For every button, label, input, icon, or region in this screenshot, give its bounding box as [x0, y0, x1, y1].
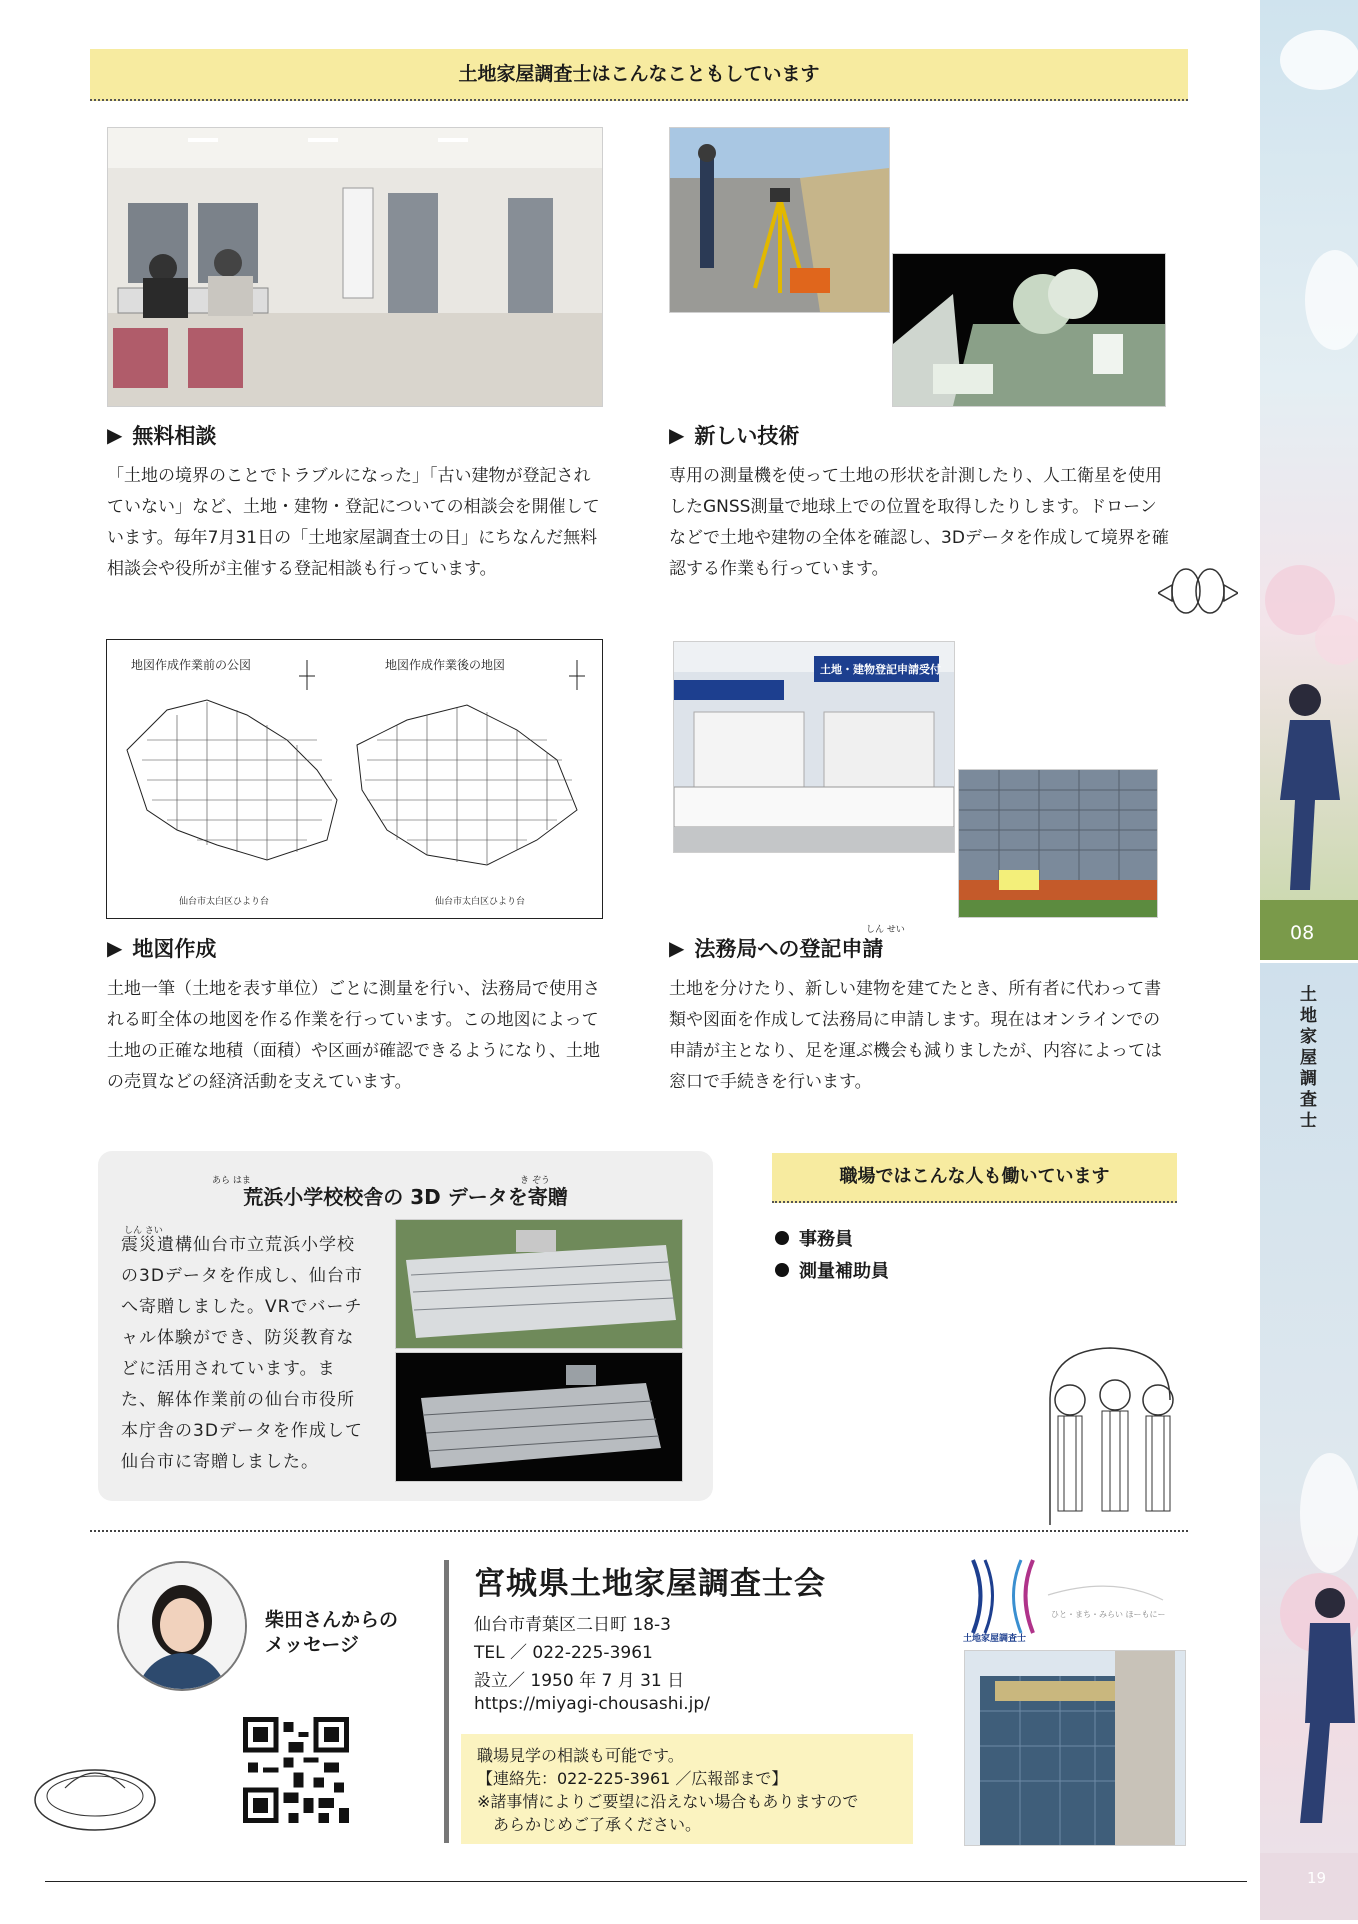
org-address: 仙台市青葉区二日町 18-3	[474, 1615, 671, 1635]
dotted-divider	[90, 1530, 1188, 1532]
sidebar-illustration-top	[1260, 0, 1358, 960]
arahama-ruby-3: しん さい	[124, 1226, 163, 1236]
tanabata-decoration-icon	[1040, 1340, 1180, 1529]
visit-caution: ※諸事情によりご要望に沿えない場合もありますので	[477, 1792, 859, 1811]
arahama-text: 震災遺構仙台市立荒浜小学校の3Dデータを作成し、仙台市へ寄贈しました。VRでバーチャル体験ができ、防災教育などに活用されています。また、解体作業前の仙台市役所本庁舎の3Dデータを作成して仙台市に寄贈しました。	[121, 1235, 363, 1472]
bottom-rule	[45, 1881, 1247, 1882]
map-label-before: 地図作成作業前の公図	[131, 658, 252, 672]
org-logo	[963, 1555, 1173, 1645]
org-founded: 設立／ 1950 年 7 月 31 日	[474, 1671, 685, 1691]
arahama-title: 荒浜小学校校舎の 3D データを寄贈	[243, 1185, 568, 1209]
map-label-after: 地図作成作業後の地図	[385, 658, 506, 672]
triangle-bullet-icon: ▶	[107, 936, 123, 960]
consult-text: 「土地の境界のことでトラブルになった」「古い建物が登記されていない」など、土地・建物・登記についての相談会を開催しています。毎年7月31日の「土地家屋調査士の日」にちなんだ無料相談会や役所が主催する登記相談も行っています。	[107, 466, 600, 579]
visit-caution-cont: あらかじめご了承ください。	[477, 1815, 702, 1834]
tech-text: 専用の測量機を使って土地の形状を計測したり、人工衛星を使用したGNSS測量で地球上での位置を取得したりします。ドローンなどで土地や建物の全体を確認し、3Dデータを作成して境界を確認する作業も行っています。	[669, 466, 1169, 579]
workplace-banner: 職場ではこんな人も働いています	[772, 1153, 1177, 1203]
org-divider	[444, 1560, 449, 1843]
registry-title: ▶ 法務局への登記申請	[669, 936, 884, 961]
vertical-chapter-title: 土地家屋調査士	[1296, 985, 1316, 1132]
school-aerial-photo	[395, 1219, 683, 1349]
registry-ruby: しん せい	[866, 925, 905, 935]
bullet-dot-icon	[775, 1263, 789, 1277]
org-name: 宮城県土地家屋調査士会	[474, 1566, 826, 1602]
map-caption-right: 仙台市太白区ひより台	[435, 897, 526, 907]
tech-title: ▶ 新しい技術	[669, 423, 800, 448]
survey-photo	[669, 127, 890, 313]
page-number: 19	[1307, 1869, 1327, 1887]
triangle-bullet-icon: ▶	[669, 936, 685, 960]
workplace-item: 事務員	[775, 1225, 853, 1251]
bullet-dot-icon	[775, 1231, 789, 1245]
org-tel: TEL ／ 022-225-3961	[474, 1643, 653, 1663]
consultation-photo	[107, 127, 603, 407]
arahama-ruby-2: き ぞう	[520, 1176, 550, 1186]
pointcloud-photo	[892, 253, 1166, 407]
bureau-counter-photo	[673, 641, 955, 853]
workplace-item: 測量補助員	[775, 1257, 889, 1283]
zunda-leaf-icon	[1158, 565, 1238, 621]
qr-code-icon	[243, 1717, 349, 1827]
chapter-number: 08	[1290, 922, 1315, 944]
message-label: 柴田さんからの メッセージ	[265, 1609, 399, 1656]
office-building-photo	[964, 1650, 1186, 1846]
map-title: ▶ 地図作成	[107, 936, 217, 961]
banner-title: 土地家屋調査士はこんなこともしています	[458, 63, 820, 85]
gyoza-illustration-icon	[30, 1748, 160, 1838]
arahama-ruby-1: あら はま	[212, 1176, 251, 1186]
map-figure	[106, 639, 603, 919]
visit-note: 職場見学の相談も可能です。	[477, 1746, 684, 1765]
section-banner	[90, 49, 1188, 101]
logo-slogan: ひと・まち・みらい ほーもにー	[1051, 1610, 1166, 1619]
map-text: 土地一筆（土地を表す単位）ごとに測量を行い、法務局で使用される町全体の地図を作る作業を行っています。この地図によって土地の正確な地積（面積）や区画が確認できるようになり、土地の売買などの経済活動を支えています。	[107, 979, 600, 1092]
consult-title: ▶ 無料相談	[107, 423, 217, 448]
visit-info-box	[461, 1734, 913, 1844]
triangle-bullet-icon: ▶	[669, 423, 685, 447]
sidebar-illustration-bottom	[1260, 963, 1358, 1920]
logo-text: 土地家屋調査士	[963, 1634, 1027, 1644]
bureau-sign: 土地・建物登記申請受付	[820, 663, 941, 676]
org-url[interactable]: https://miyagi-chousashi.jp/	[474, 1694, 710, 1714]
visit-contact: 【連絡先：022-225-3961 ／広報部まで】	[477, 1769, 788, 1788]
registry-text: 土地を分けたり、新しい建物を建てたとき、所有者に代わって書類や図面を作成して法務局に申請します。現在はオンラインでの申請が主となり、足を運ぶ機会も減りましたが、内容によっては窓口で手続きを行います。	[669, 979, 1162, 1092]
avatar	[117, 1561, 247, 1691]
map-caption-left: 仙台市太白区ひより台	[179, 897, 270, 907]
triangle-bullet-icon: ▶	[107, 423, 123, 447]
school-3d-photo	[395, 1352, 683, 1482]
bureau-building-photo	[958, 769, 1158, 918]
